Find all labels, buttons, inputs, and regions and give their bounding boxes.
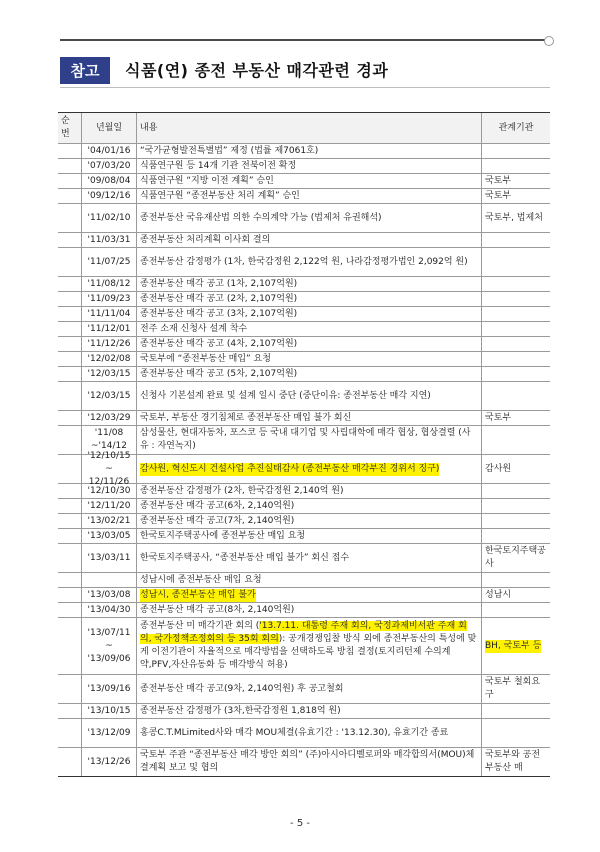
row-content: 종전부동산 국유재산법 의한 수의계약 가능 (법제처 유권해석) — [137, 204, 482, 232]
row-number — [58, 455, 82, 483]
row-content — [137, 588, 482, 602]
row-number — [58, 144, 82, 158]
row-agency — [482, 573, 550, 587]
row-number — [58, 159, 82, 173]
table-header-row — [58, 113, 550, 144]
row-date: '12/02/08 — [82, 352, 137, 366]
row-content: 종전부동산 매각 공고 (4차, 2,107억원) — [137, 337, 482, 351]
page-title: 식품(연) 종전 부동산 매각관련 경과 — [125, 61, 389, 80]
row-number — [58, 529, 82, 543]
row-date: '13/03/11 — [82, 544, 137, 572]
col-header-date: 년월일 — [82, 113, 137, 143]
table-row — [58, 544, 550, 573]
row-number — [58, 484, 82, 498]
table-row — [58, 233, 550, 248]
row-content: 종전부동산 매각 공고 (2차, 2,107억원) — [137, 292, 482, 306]
row-date: '11/08 ~'14/12 — [82, 426, 137, 454]
row-agency — [482, 292, 550, 306]
row-agency — [482, 529, 550, 543]
row-agency — [482, 352, 550, 366]
row-number — [58, 189, 82, 203]
row-agency — [482, 618, 550, 674]
row-number — [58, 544, 82, 572]
table-row — [58, 618, 550, 675]
row-content: 식품연구원 “종전부동산 처리 계획” 승인 — [137, 189, 482, 203]
row-content-text — [140, 620, 478, 672]
row-agency — [482, 514, 550, 528]
col-header-no: 순번 — [58, 113, 82, 143]
row-agency: 감사원 — [485, 463, 512, 474]
col-header-content: 내용 — [137, 113, 482, 143]
table-row — [58, 748, 550, 776]
row-number — [58, 603, 82, 617]
row-agency — [482, 704, 550, 718]
row-content: 신청사 기본설계 완료 및 설계 일시 중단 (중단이유: 종전부동산 매각 지연) — [137, 382, 482, 410]
row-agency: 국토부 — [485, 175, 512, 186]
row-agency — [482, 367, 550, 381]
row-agency: 국토부 — [485, 190, 512, 201]
row-date: '13/07/11 ~ '13/09/06 — [82, 618, 137, 674]
row-content: 종전부동산 매각 공고(8차, 2,140억원) — [137, 603, 482, 617]
row-date: '13/12/26 — [82, 748, 137, 776]
row-content: 전주 소재 신청사 설계 착수 — [137, 322, 482, 336]
table-row — [58, 189, 550, 204]
row-content: 종전부동산 매각 공고 (3차, 2,107억원) — [137, 307, 482, 321]
row-date — [82, 573, 137, 587]
row-agency — [482, 307, 550, 321]
row-agency-highlight: BH, 국토부 등 — [485, 640, 542, 651]
table-row — [58, 367, 550, 382]
row-number — [58, 675, 82, 703]
row-content: 국토부, 부동산 경기침체로 종전부동산 매입 불가 회신 — [137, 411, 482, 425]
row-number — [58, 367, 82, 381]
row-number — [58, 426, 82, 454]
row-content: 삼성물산, 현대자동차, 포스코 등 국내 대기업 및 사립대학에 매각 협상, 협상결렬 (사유 : 자연녹지) — [137, 426, 482, 454]
row-number — [58, 248, 82, 276]
row-date: '12/10/30 — [82, 484, 137, 498]
row-agency — [482, 277, 550, 291]
row-date: '11/08/12 — [82, 277, 137, 291]
table-row — [58, 337, 550, 352]
row-number — [58, 618, 82, 674]
table-row — [58, 204, 550, 233]
table-row — [58, 603, 550, 618]
row-agency — [482, 499, 550, 513]
table-row — [58, 307, 550, 322]
row-date: '12/03/15 — [82, 367, 137, 381]
row-number — [58, 588, 82, 602]
table-row — [58, 573, 550, 588]
row-content: 종전부동산 매각 공고 (5차, 2,107억원) — [137, 367, 482, 381]
row-date: '04/01/16 — [82, 144, 137, 158]
row-date: '11/09/23 — [82, 292, 137, 306]
row-content-highlight: 성남시, 종전부동산 매입 불가 — [140, 589, 256, 600]
row-number — [58, 411, 82, 425]
table-row — [58, 514, 550, 529]
row-number — [58, 514, 82, 528]
table-row — [58, 704, 550, 719]
row-content: 식품연구원 등 14개 기관 전북이전 확정 — [137, 159, 482, 173]
col-header-agency: 관계기관 — [498, 122, 534, 133]
row-date: '13/02/21 — [82, 514, 137, 528]
table-row — [58, 248, 550, 277]
row-content: 홍콩C.T.MLimited사와 매각 MOU체결(유효기간 : '13.12.30), 유효기간 종료 — [137, 719, 482, 747]
row-agency — [482, 159, 550, 173]
row-date: '12/11/20 — [82, 499, 137, 513]
table-row — [58, 411, 550, 426]
row-content: 종전부동산 매각 공고(6차, 2,140억원) — [137, 499, 482, 513]
table-row — [58, 292, 550, 307]
row-agency — [482, 248, 550, 276]
row-date: '09/12/16 — [82, 189, 137, 203]
row-content: 식품연구원 “지방 이전 계획” 승인 — [137, 174, 482, 188]
row-date: '11/11/04 — [82, 307, 137, 321]
table-row — [58, 322, 550, 337]
row-number — [58, 307, 82, 321]
table-row — [58, 144, 550, 159]
row-date: '11/03/31 — [82, 233, 137, 247]
row-content-highlight: 감사원, 혁신도시 건설사업 추진실태감사 (종전부동산 매각부진 경위서 징구) — [140, 463, 440, 474]
table-row — [58, 277, 550, 292]
row-agency — [482, 603, 550, 617]
table-row — [58, 719, 550, 748]
row-content-part: 종전부동산 미 매각기관 회의 ( — [140, 621, 260, 631]
row-number — [58, 337, 82, 351]
history-table — [58, 112, 550, 777]
row-number — [58, 174, 82, 188]
row-content: 종전부동산 처리계획 이사회 결의 — [137, 233, 482, 247]
row-date: '12/03/15 — [82, 382, 137, 410]
row-date: '11/12/01 — [82, 322, 137, 336]
row-number — [58, 719, 82, 747]
table-row — [58, 588, 550, 603]
row-date: '07/03/20 — [82, 159, 137, 173]
row-number — [58, 352, 82, 366]
row-date: '13/12/09 — [82, 719, 137, 747]
row-content: 종전부동산 감정평가 (1차, 한국감정원 2,122억 원, 나라감정평가법인 2,092억 원) — [137, 248, 482, 276]
table-row — [58, 484, 550, 499]
row-date: '13/04/30 — [82, 603, 137, 617]
row-date: '12/03/29 — [82, 411, 137, 425]
row-date: '12/10/15 ~ 12/11/26 — [82, 455, 137, 483]
row-number — [58, 704, 82, 718]
row-number — [58, 573, 82, 587]
row-content: 국토부 주관 “종전부동산 매각 방안 회의” (주)아시아디벨로퍼와 매각합의서(MOU)체결계획 보고 및 협의 — [137, 748, 482, 776]
table-row — [58, 675, 550, 704]
row-content: 종전부동산 감정평가 (2차, 한국감정원 2,140억 원) — [137, 484, 482, 498]
row-agency — [482, 337, 550, 351]
row-agency — [482, 322, 550, 336]
row-content — [137, 455, 482, 483]
row-agency — [482, 382, 550, 410]
row-content: 종전부동산 매각 공고 (1차, 2,107억원) — [137, 277, 482, 291]
row-content: 종전부동산 감정평가 (3차,한국감정원 1,818억 원) — [137, 704, 482, 718]
row-agency: 국토부 — [485, 412, 512, 423]
row-number — [58, 233, 82, 247]
table-row — [58, 352, 550, 367]
row-number — [58, 204, 82, 232]
row-agency: 성남시 — [485, 589, 512, 600]
row-number — [58, 322, 82, 336]
row-agency: 국토부, 법제처 — [485, 212, 543, 223]
row-content: 종전부동산 매각 공고(7차, 2,140억원) — [137, 514, 482, 528]
row-date: '09/08/04 — [82, 174, 137, 188]
row-date: '11/02/10 — [82, 204, 137, 232]
header-top-rule — [60, 39, 550, 41]
table-row — [58, 450, 550, 487]
row-agency — [482, 719, 550, 747]
row-content-highlight: '13.7.11. 대통령 주재 회의, 국정과제비서관 주재 회의, 국가정책조정회의 등 35회 회의 — [140, 621, 467, 644]
row-date: '11/07/25 — [82, 248, 137, 276]
row-content: 국토부에 “종전부동산 매입” 요청 — [137, 352, 482, 366]
row-date: '13/03/05 — [82, 529, 137, 543]
row-agency — [482, 144, 550, 158]
row-agency: 국토부와 공전부동산 매 — [485, 750, 541, 773]
row-number — [58, 292, 82, 306]
row-content: 한국토지주택공사에 종전부동산 매입 요청 — [137, 529, 482, 543]
row-date: '11/12/26 — [82, 337, 137, 351]
table-row — [58, 529, 550, 544]
row-number — [58, 748, 82, 776]
row-content: 한국토지주택공사, “종전부동산 매입 불가” 회신 접수 — [137, 544, 482, 572]
row-date: '13/10/15 — [82, 704, 137, 718]
row-content: “국가균형발전특별법” 제정 (법률 제7061호) — [137, 144, 482, 158]
row-content — [137, 618, 482, 674]
row-agency: 국토부 철회요구 — [485, 677, 541, 700]
row-agency: 한국토지주택공사 — [485, 546, 546, 569]
row-content: 종전부동산 매각 공고(9차, 2,140억원) 후 공고철회 — [137, 675, 482, 703]
row-number — [58, 382, 82, 410]
table-row — [58, 499, 550, 514]
row-content: 성남시에 종전부동산 매입 요청 — [137, 573, 482, 587]
row-date: '13/03/08 — [82, 588, 137, 602]
table-row — [58, 174, 550, 189]
row-number — [58, 499, 82, 513]
header-bottom-rule — [60, 87, 550, 88]
row-agency — [482, 426, 550, 454]
row-date: '13/09/16 — [82, 675, 137, 703]
row-content-part: ): 공개경쟁입찰 방식 외에 종전부동산의 특성에 맞게 이전기관이 자율적으로 매각방법을 선택하도록 방침 결정(토지리턴제 수의계약,PFV,자산유동화 등 매각방식 허용) — [140, 634, 477, 670]
row-agency — [482, 484, 550, 498]
table-row — [58, 159, 550, 174]
row-agency — [482, 233, 550, 247]
row-number — [58, 277, 82, 291]
table-row — [58, 382, 550, 411]
page-number: - 5 - — [290, 818, 310, 829]
reference-badge: 참고 — [60, 57, 110, 84]
